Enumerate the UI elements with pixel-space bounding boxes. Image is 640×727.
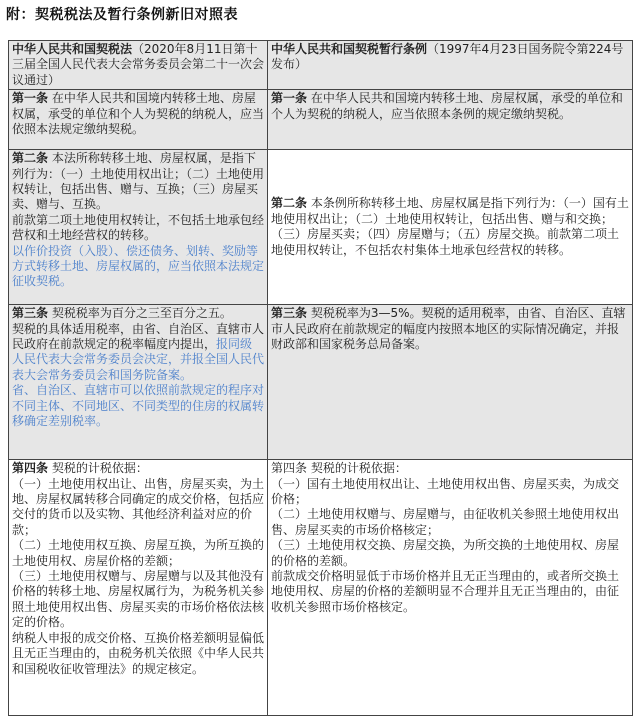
table-row bbox=[9, 150, 633, 305]
new-provision-text: 以作价投资（入股）、偿还债务、划转、奖励等方式转移土地、房屋权属的，应当依照本法规定征收契税。 bbox=[12, 243, 265, 289]
new-provision-text: 报同级人民代表大会常务委员会决定，并报全国人民代表大会常务委员会和国务院备案。 bbox=[12, 337, 265, 382]
table-row bbox=[9, 460, 633, 716]
article-text: 本条例所称转移土地、房屋权属是指下列行为：（一）国有土地使用权出让；（二）土地使用权转让，包括出售、赠与和交换；（三）房屋买卖；（四）房屋赠与；（五）房屋交换。前款第二项土地使用权转让，不包括农村集体土地承包经营权的转移。 bbox=[271, 196, 629, 257]
table-header-row bbox=[9, 41, 633, 90]
article-label: 第三条 bbox=[271, 306, 308, 321]
article-text: 契税的计税依据： bbox=[51, 461, 148, 476]
article-3-right bbox=[268, 305, 633, 460]
article-item: 前款成交价格明显低于市场价格并且无正当理由的，或者所交换土地使用权、房屋的价格的差额明显不合理并且无正当理由的，由征收机关参照市场价格核定。 bbox=[271, 569, 620, 614]
table-row bbox=[9, 305, 633, 460]
header-right-note: （1997年4月23日国务院令第224号发布） bbox=[271, 42, 624, 72]
article-item: （一）土地使用权出让、出售，房屋买卖，为土地、房屋权属转移合同确定的成交价格，包括应交付的货币以及实物、其他经济利益对应的价款； bbox=[12, 476, 265, 537]
article-item: 纳税人申报的成交价格、互换价格差额明显偏低且无正当理由的，由税务机关依照《中华人民共和国税收征收管理法》的规定核定。 bbox=[12, 630, 265, 676]
new-provision-text: 省、自治区、直辖市可以依照前款规定的程序对不同主体、不同地区、不同类型的住房的权属转移确定差别税率。 bbox=[12, 383, 265, 429]
article-4-right bbox=[268, 460, 633, 716]
article-item: （三）土地使用权交换、房屋交换，为所交换的土地使用权、房屋的价格的差额。 bbox=[271, 538, 620, 568]
article-item: （一）国有土地使用权出让、土地使用权出售、房屋买卖，为成交价格； bbox=[271, 476, 620, 507]
article-1-left bbox=[9, 90, 268, 150]
header-right-cell bbox=[268, 41, 633, 90]
article-label: 第三条 bbox=[12, 306, 49, 321]
article-label: 第二条 bbox=[271, 196, 308, 211]
header-left-cell bbox=[9, 41, 268, 90]
comparison-table bbox=[8, 40, 633, 716]
article-text: 在中华人民共和国境内转移土地、房屋权属，承受的单位和个人为契税的纳税人，应当依照本条例的规定缴纳契税。 bbox=[271, 91, 623, 121]
article-text: 本法所称转移土地、房屋权属，是指下列行为：（一）土地使用权出让；（二）土地使用权转让，包括出售、赠与、互换；（三）房屋买卖、赠与、互换。 bbox=[12, 151, 265, 212]
article-item: （三）土地使用权赠与、房屋赠与以及其他没有价格的转移土地、房屋权属行为，为税务机关参照土地使用权出售、房屋买卖的市场价格依法核定的价格。 bbox=[12, 569, 265, 630]
article-item: （二）土地使用权互换、房屋互换，为所互换的土地使用权、房屋价格的差额； bbox=[12, 538, 265, 568]
article-label: 第一条 bbox=[271, 91, 308, 106]
header-right-name: 中华人民共和国契税暂行条例 bbox=[271, 42, 428, 56]
header-left-note: （2020年8月11日第十三届全国人民代表大会常务委员会第二十一次会议通过） bbox=[12, 42, 265, 87]
article-text: 在中华人民共和国境内转移土地、房屋权属，承受的单位和个人为契税的纳税人，应当依照本法规定缴纳契税。 bbox=[12, 91, 265, 137]
article-text: 契税税率为百分之三至百分之五。 bbox=[51, 306, 232, 321]
article-label: 第一条 bbox=[12, 91, 49, 106]
article-label: 第二条 bbox=[12, 151, 49, 166]
article-text: 契税的计税依据： bbox=[310, 461, 407, 476]
article-label: 第四条 bbox=[271, 461, 308, 476]
table-row bbox=[9, 90, 633, 150]
article-4-left bbox=[9, 460, 268, 716]
article-text: 前款第二项土地使用权转让，不包括土地承包经营权和土地经营权的转移。 bbox=[12, 212, 265, 243]
article-label: 第四条 bbox=[12, 461, 49, 476]
article-text: 契税的具体适用税率，由省、自治区、直辖市人民政府在前款规定的税率幅度内提出， bbox=[12, 321, 265, 352]
article-text: 契税税率为3—5%。契税的适用税率，由省、自治区、直辖市人民政府在前款规定的幅度内按照本地区的实际情况确定，并报财政部和国家税务总局备案。 bbox=[271, 306, 626, 352]
article-3-left bbox=[9, 305, 268, 460]
article-1-right bbox=[268, 90, 633, 150]
article-2-right bbox=[268, 150, 633, 305]
article-item: （二）土地使用权赠与、房屋赠与，由征收机关参照土地使用权出售、房屋买卖的市场价格核定； bbox=[271, 507, 620, 537]
page-title: 附：契税税法及暂行条例新旧对照表 bbox=[6, 7, 238, 23]
header-left-name: 中华人民共和国契税法 bbox=[12, 42, 133, 56]
article-2-left bbox=[9, 150, 268, 305]
